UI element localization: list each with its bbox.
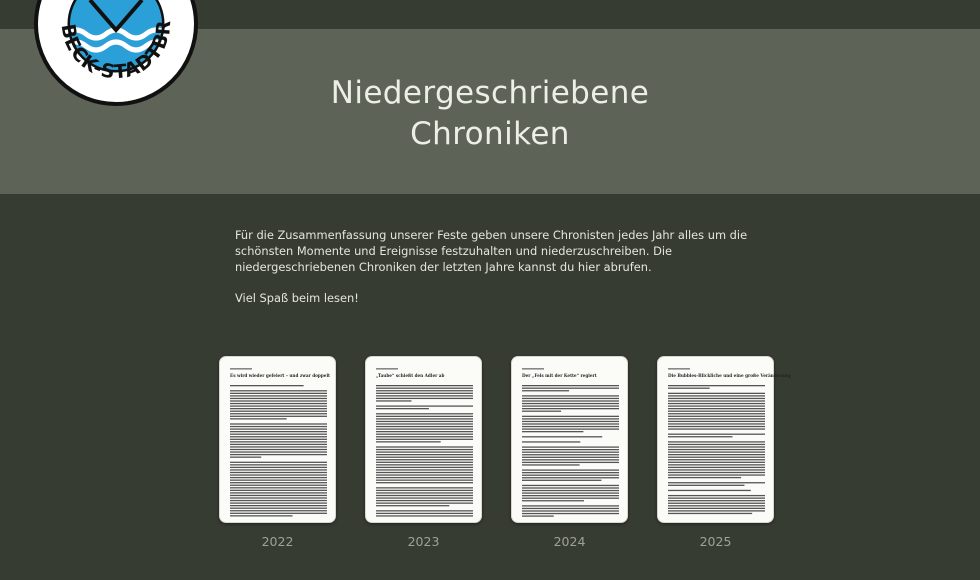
club-logo[interactable] — [30, 0, 202, 110]
svg-text:UMBECK-STADTBRUC: BECK-STADTBR — [56, 18, 176, 84]
chronicle-headline: Es wird wieder gefeiert – und zwar doppelt — [230, 373, 330, 378]
chronicle-card-2025[interactable] — [657, 356, 791, 523]
chronicle-year-2022[interactable]: 2022 — [261, 534, 294, 549]
chronicle-page-preview — [512, 357, 629, 524]
chronicle-page-preview — [366, 357, 483, 524]
intro-paragraph-2: Viel Spaß beim lesen! — [235, 291, 359, 305]
chronicle-headline: „Taube“ schießt den Adler ab — [376, 373, 445, 378]
intro-paragraph-1: Für die Zusammenfassung unserer Feste geben unsere Chronisten jedes Jahr alles um die schönsten Momente und Ereignisse festzuhalten und niederzuschreiben. Die niedergeschriebenen Chroniken der letzten Jahre kannst du hier abrufen. — [235, 228, 748, 274]
chronicle-year-2023[interactable]: 2023 — [407, 534, 440, 549]
chronicle-year-2024[interactable]: 2024 — [553, 534, 586, 549]
intro-text — [235, 227, 775, 321]
chronicle-headline: Die Bubbles-Blickliche und eine große Veränderung — [668, 373, 791, 378]
chronicle-page-preview — [220, 357, 337, 524]
chronicle-page-preview — [658, 357, 791, 524]
chronicle-year-2025[interactable]: 2025 — [699, 534, 732, 549]
chronicle-card-2023[interactable] — [365, 356, 482, 523]
title-line-2: Chroniken — [410, 116, 570, 152]
title-line-1: Niedergeschriebene — [330, 75, 650, 111]
chronicle-card-2024[interactable] — [511, 356, 628, 523]
chronicle-card-2022[interactable] — [219, 356, 336, 523]
chronicle-headline: Der „Fels mit der Kette“ regiert — [522, 373, 597, 378]
